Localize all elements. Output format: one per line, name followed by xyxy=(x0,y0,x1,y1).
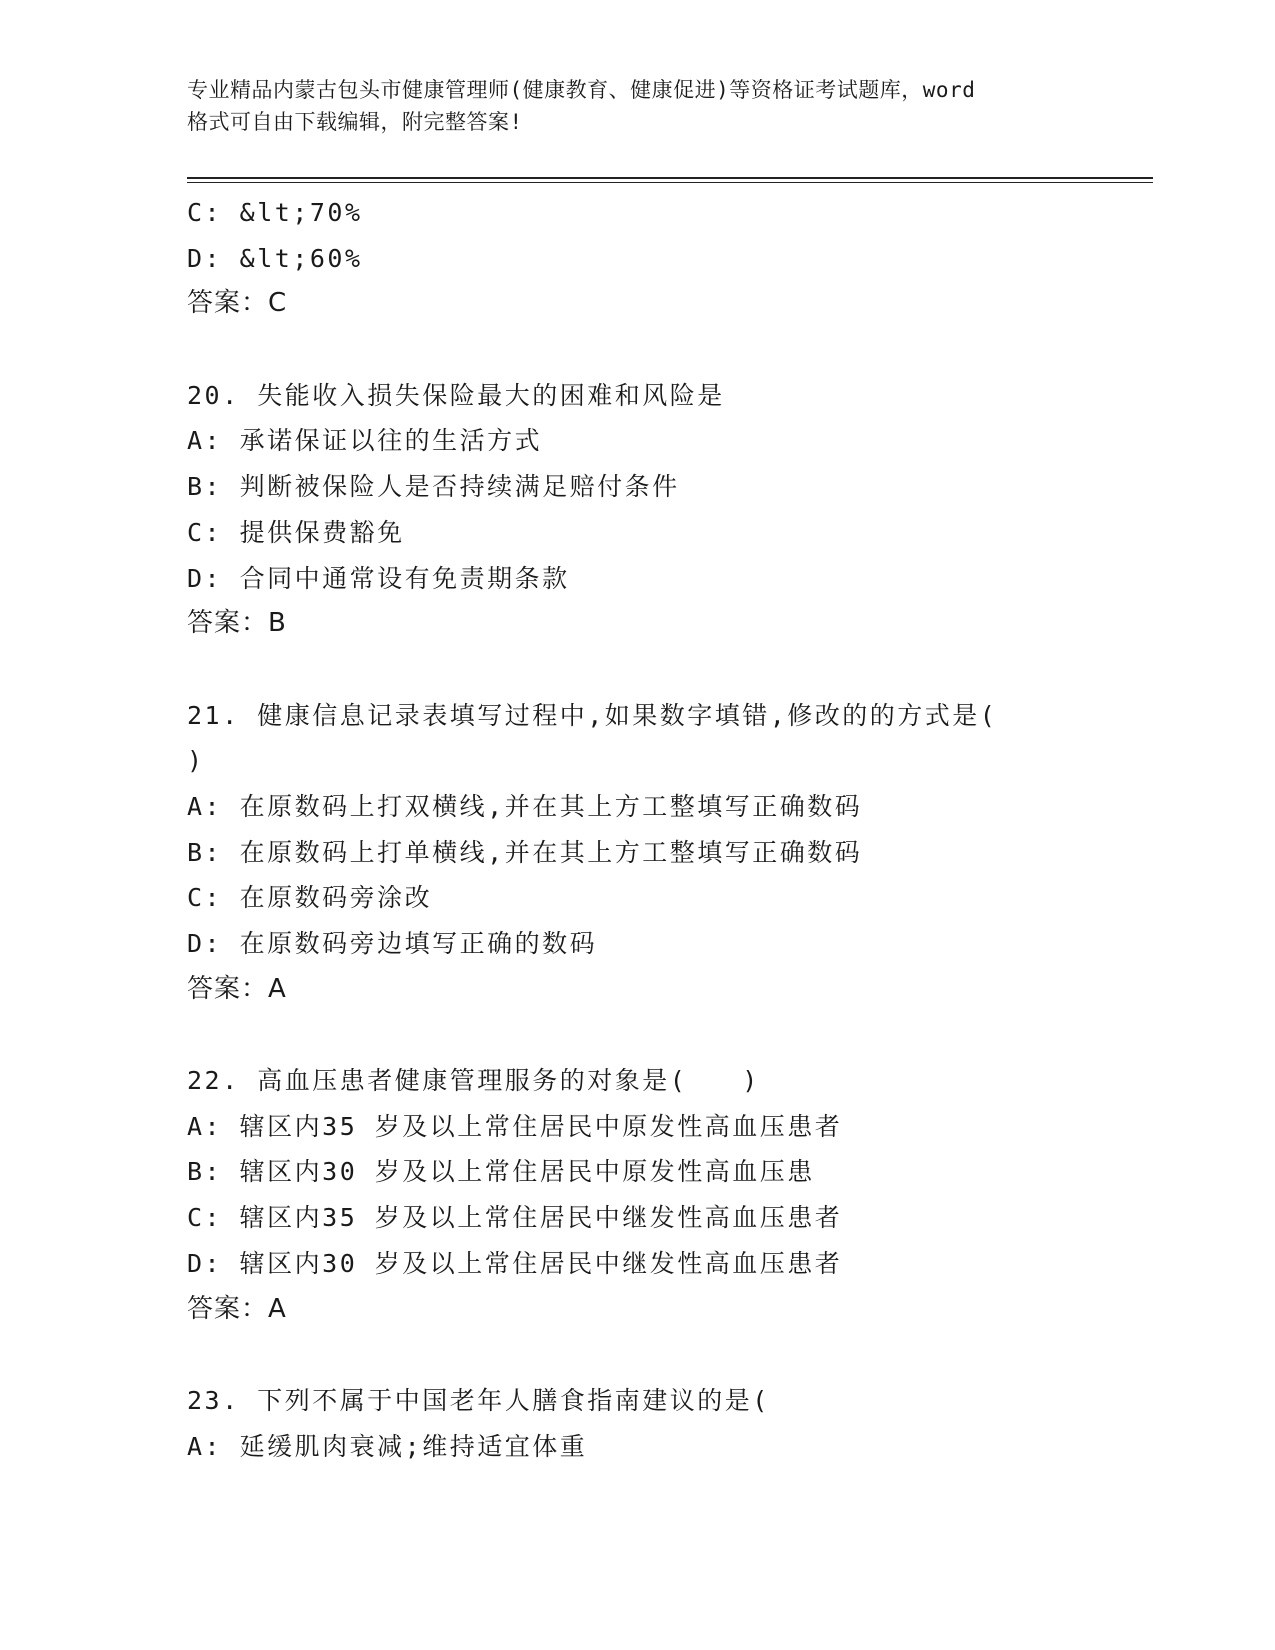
spacer xyxy=(187,1012,1153,1058)
spacer xyxy=(187,647,1153,693)
option-a: A: 辖区内35 岁及以上常住居民中原发性高血压患者 xyxy=(187,1111,843,1141)
question-stem-continued: ) xyxy=(187,746,205,776)
header-rule-thin xyxy=(187,182,1153,183)
document-body xyxy=(187,190,1153,1469)
option-c: C: 提供保费豁免 xyxy=(187,517,405,547)
spacer xyxy=(187,1332,1153,1378)
question-23 xyxy=(187,1378,1153,1469)
header-line-2: 格式可自由下载编辑，附完整答案! xyxy=(187,110,523,134)
question-stem: 23. 下列不属于中国老年人膳食指南建议的是( xyxy=(187,1385,770,1415)
option-c: C: 辖区内35 岁及以上常住居民中继发性高血压患者 xyxy=(187,1203,843,1233)
option-d: D: 合同中通常设有免责期条款 xyxy=(187,563,570,593)
answer: 答案：B xyxy=(187,608,287,639)
header-rule-thick xyxy=(187,177,1153,179)
answer: 答案：A xyxy=(187,973,287,1004)
option-c: C: &lt;70% xyxy=(187,198,363,227)
answer: 答案：A xyxy=(187,1293,287,1324)
option-b: B: 判断被保险人是否持续满足赔付条件 xyxy=(187,472,680,502)
option-a: A: 在原数码上打双横线,并在其上方工整填写正确数码 xyxy=(187,791,863,821)
question-stem: 22. 高血压患者健康管理服务的对象是( ) xyxy=(187,1066,760,1096)
option-b: B: 辖区内30 岁及以上常住居民中原发性高血压患 xyxy=(187,1157,815,1187)
question-21 xyxy=(187,693,1153,1013)
option-a: A: 承诺保证以往的生活方式 xyxy=(187,426,543,456)
question-22 xyxy=(187,1058,1153,1332)
option-c: C: 在原数码旁涂改 xyxy=(187,883,433,913)
question-20 xyxy=(187,373,1153,647)
option-d: D: 在原数码旁边填写正确的数码 xyxy=(187,929,598,958)
question-stem: 20. 失能收入损失保险最大的困难和风险是 xyxy=(187,380,725,410)
option-d: D: &lt;60% xyxy=(187,243,363,273)
option-b: B: 在原数码上打单横线,并在其上方工整填写正确数码 xyxy=(187,837,863,867)
document-header xyxy=(187,74,1087,138)
answer: 答案：C xyxy=(187,288,288,319)
header-line-1: 专业精品内蒙古包头市健康管理师(健康教育、健康促进)等资格证考试题库，word xyxy=(187,78,976,102)
question-partial xyxy=(187,190,1153,327)
spacer xyxy=(187,327,1153,373)
question-stem: 21. 健康信息记录表填写过程中,如果数字填错,修改的的方式是( xyxy=(187,700,998,730)
option-d: D: 辖区内30 岁及以上常住居民中继发性高血压患者 xyxy=(187,1248,843,1278)
option-a: A: 延缓肌肉衰减;维持适宜体重 xyxy=(187,1431,588,1461)
